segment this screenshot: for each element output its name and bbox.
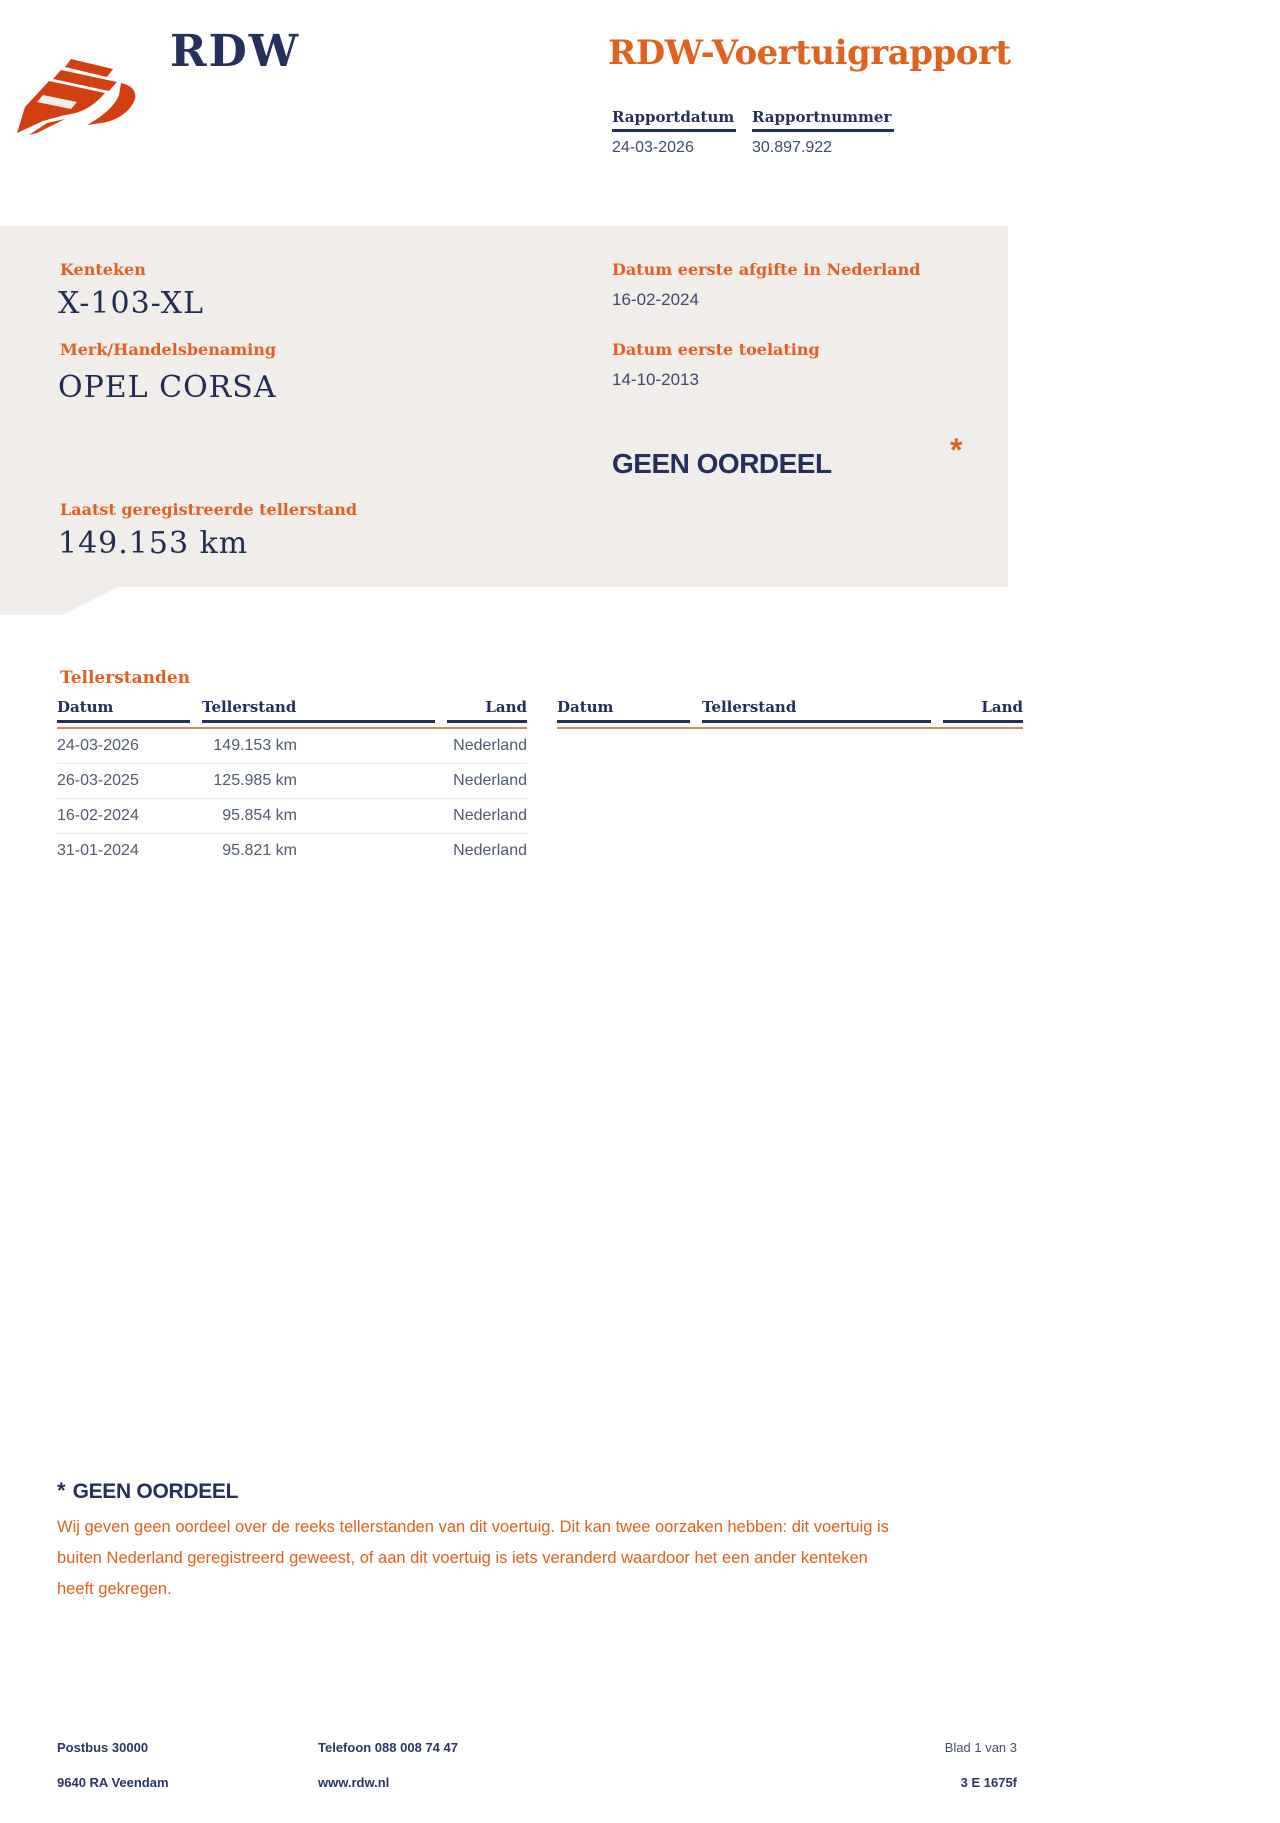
row-datum: 24-03-2026 xyxy=(57,737,139,754)
footnote-line: buiten Nederland geregistreerd geweest, of aan dit voertuig is iets veranderd waardoor het een ander kenteken xyxy=(57,1549,868,1567)
footer-page-indicator: Blad 1 van 3 xyxy=(944,1740,1017,1755)
merk-value: OPEL CORSA xyxy=(58,370,277,405)
odometer-table-left xyxy=(57,698,527,868)
footer-form-code: 3 E 1675f xyxy=(960,1775,1017,1790)
footer-address-line1: Postbus 30000 xyxy=(57,1740,149,1755)
footnote-asterisk: * xyxy=(57,1478,66,1503)
row-land: Nederland xyxy=(453,807,527,824)
afgifte-value: 16-02-2024 xyxy=(612,290,699,309)
column-header-tellerstand: Tellerstand xyxy=(202,698,435,723)
tellerstand-label: Laatst geregistreerde tellerstand xyxy=(60,500,358,519)
column-header-land: Land xyxy=(943,698,1023,723)
report-number-value: 30.897.922 xyxy=(752,139,833,156)
column-header-tellerstand: Tellerstand xyxy=(702,698,931,723)
row-tellerstand: 149.153 km xyxy=(213,737,297,754)
kenteken-value: X-103-XL xyxy=(58,286,205,321)
column-header-datum: Datum xyxy=(557,698,690,723)
toelating-value: 14-10-2013 xyxy=(612,370,699,389)
row-datum: 16-02-2024 xyxy=(57,807,139,824)
afgifte-label: Datum eerste afgifte in Nederland xyxy=(612,260,921,279)
table-row xyxy=(57,798,527,833)
verdict-asterisk: * xyxy=(950,432,963,468)
footnote-line: Wij geven geen oordeel over de reeks tellerstanden van dit voertuig. Dit kan twee oorzaken hebben: dit voertuig is xyxy=(57,1518,889,1536)
report-number-label: Rapportnummer xyxy=(752,108,894,132)
report-number-cell xyxy=(752,108,894,157)
report-meta xyxy=(612,108,894,157)
column-header-land: Land xyxy=(447,698,527,723)
footer-phone: Telefoon 088 008 74 47 xyxy=(318,1740,458,1755)
row-land: Nederland xyxy=(453,842,527,859)
rdw-logo-icon xyxy=(13,55,145,135)
report-date-value: 24-03-2026 xyxy=(612,139,694,156)
row-tellerstand: 95.821 km xyxy=(222,842,297,859)
row-datum: 31-01-2024 xyxy=(57,842,139,859)
table-row xyxy=(57,833,527,868)
table-row xyxy=(57,763,527,798)
footnote-line: heeft gekregen. xyxy=(57,1580,172,1598)
row-land: Nederland xyxy=(453,737,527,754)
table-header-row xyxy=(57,698,527,723)
footnote-heading xyxy=(57,1478,238,1504)
table-header-row xyxy=(557,698,1023,723)
verdict-text: GEEN OORDEEL xyxy=(612,448,832,479)
odometer-table-right xyxy=(557,698,1023,729)
rdw-logo-text: RDW xyxy=(170,26,301,77)
row-tellerstand: 125.985 km xyxy=(213,772,297,789)
tellerstand-value: 149.153 km xyxy=(58,526,249,561)
row-datum: 26-03-2025 xyxy=(57,772,139,789)
footnote-title: GEEN OORDEEL xyxy=(72,1480,239,1503)
merk-label: Merk/Handelsbenaming xyxy=(60,340,277,359)
footer-address-line2: 9640 RA Veendam xyxy=(57,1775,169,1790)
table-orange-rule xyxy=(557,727,1023,729)
row-land: Nederland xyxy=(453,772,527,789)
kenteken-label: Kenteken xyxy=(60,260,146,279)
footer-website: www.rdw.nl xyxy=(318,1775,390,1790)
page-title: RDW-Voertuigrapport xyxy=(608,33,1011,73)
table-row xyxy=(57,729,527,763)
row-tellerstand: 95.854 km xyxy=(222,807,297,824)
report-date-label: Rapportdatum xyxy=(612,108,736,132)
footnote-paragraph xyxy=(57,1512,987,1605)
report-date-cell xyxy=(612,108,736,157)
column-header-datum: Datum xyxy=(57,698,190,723)
odometer-section-title: Tellerstanden xyxy=(60,668,191,688)
toelating-label: Datum eerste toelating xyxy=(612,340,820,359)
